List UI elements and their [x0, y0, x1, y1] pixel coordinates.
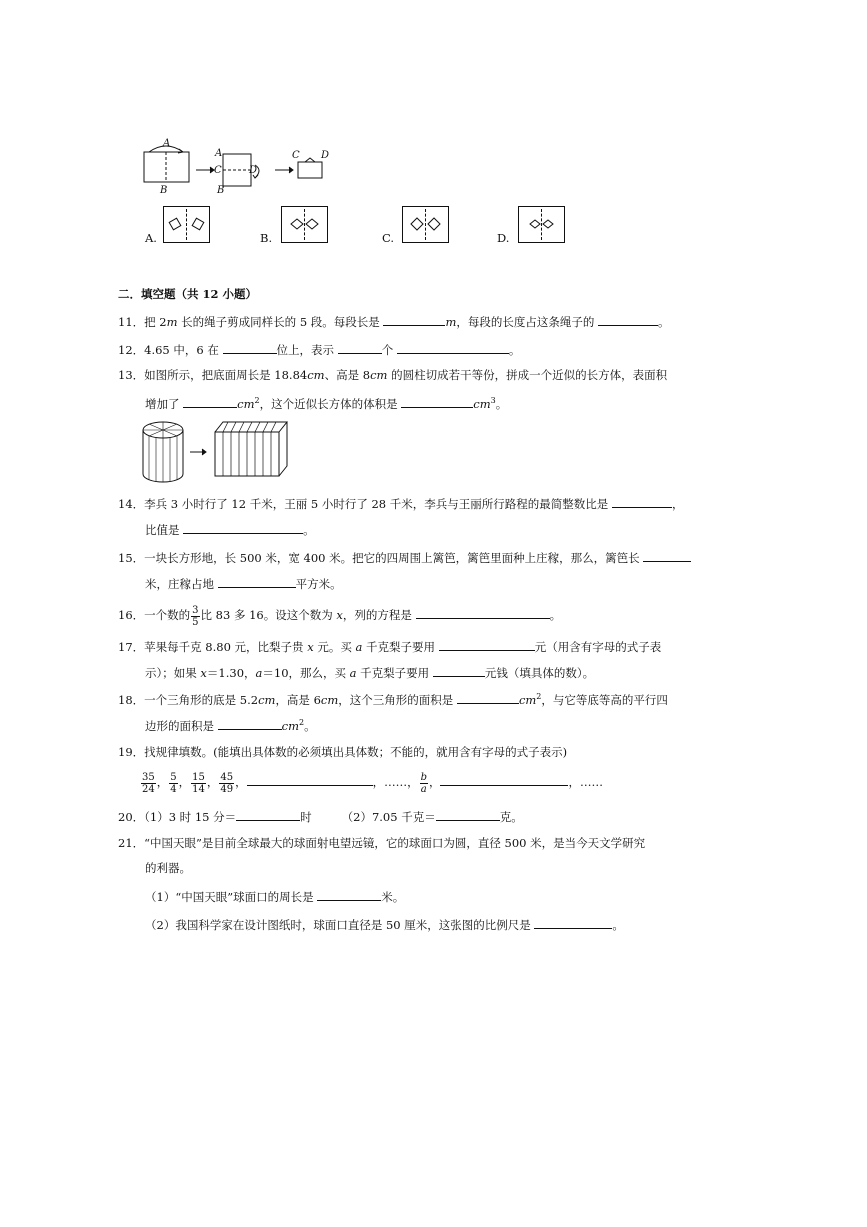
cylinder-to-cuboid-figure — [140, 418, 300, 486]
question-19-line1: 19．找规律填数。(能填出具体数的必须填出具体数；不能的，就用含有字母的式子表示) — [118, 745, 568, 759]
label-b2: B — [217, 185, 225, 196]
question-17-line1: 17．苹果每千克 8.80 元，比梨子贵 x 元。买 a 千克梨子要用 元（用含有字母的式子表 — [118, 640, 662, 654]
question-15-line2: 米，庄稼占地 平方米。 — [145, 577, 342, 591]
label-a2: A — [215, 148, 223, 159]
label-d3: D — [321, 150, 330, 161]
label-b1: B — [160, 185, 168, 196]
question-18-line1: 18．一个三角形的底是 5.2cm，高是 6cm，这个三角形的面积是 $cm^2$，与它等底等高的平行四 — [118, 692, 668, 707]
question-11: 11．把 2m 长的绳子剪成同样长的 5 段。每段长是 m，每段的长度占这条绳子的 。 — [118, 315, 670, 329]
question-13-line1: 13．如图所示，把底面周长是 18.84cm、高是 8cm 的圆柱切成若干等份，拼成一个近似的长方体，表面积 — [118, 368, 668, 382]
option-b-figure — [281, 206, 328, 243]
question-15-line1: 15．一块长方形地，长 500 米，宽 400 米。把它的四周围上篱笆，篱笆里面种上庄稼，那么，篱笆长 — [118, 549, 691, 566]
question-12: 12．4.65 中，6 在 位上，表示 个 。 — [118, 343, 521, 357]
fraction-3-5: $\frac{3}{5}$ — [192, 604, 199, 628]
section-title: 二．填空题（共 12 小题） — [118, 287, 258, 301]
question-17-line2: 示）；如果 x＝1.30，a＝10，那么，买 a 千克梨子要用 元钱（填具体的数）。 — [145, 666, 595, 680]
option-b-label: B. — [260, 231, 273, 245]
question-21-line2: 的利器。 — [145, 861, 191, 875]
option-d-figure — [518, 206, 565, 243]
label-a1: A — [163, 138, 171, 149]
option-d-label: D. — [497, 231, 510, 245]
paper-quarter — [298, 162, 322, 178]
option-c-label: C. — [382, 231, 395, 245]
question-21-part2: （2）我国科学家在设计图纸时，球面口直径是 50 厘米，这张图的比例尺是 。 — [145, 918, 624, 932]
option-a-figure — [163, 206, 210, 243]
question-13-line2: 增加了 $cm^2$，这个近似长方体的体积是 $cm^3$。 — [145, 396, 508, 411]
question-21-part1: （1）“中国天眼”球面口的周长是 米。 — [145, 890, 405, 904]
question-20: 20．（1）3 时 15 分＝ 时 （2）7.05 千克＝ 克。 — [118, 810, 523, 824]
label-c2: C — [214, 165, 222, 176]
label-d2: D — [249, 165, 258, 176]
question-19-sequence: $\frac{35}{24}$ ， $\frac{5}{4}$ ， $\frac{15}{14}$ ， $\frac{45}{49}$ ， ，……， $\frac{b}{a}$ ， ，…… — [142, 771, 603, 795]
option-c-figure — [402, 206, 449, 243]
question-18-line2: 边形的面积是 $cm^2$。 — [145, 718, 316, 733]
question-16: 16．一个数的 $\frac{3}{5}$ 比 83 多 16。设这个数为 x，列的方程是 。 — [118, 604, 562, 628]
question-14-line1: 14．李兵 3 小时行了 12 千米，王丽 5 小时行了 28 千米，李兵与王丽所行路程的最简整数比是 ， — [118, 497, 684, 511]
question-14-line2: 比值是 。 — [145, 523, 315, 537]
question-21-line1: 21．“中国天眼”是目前全球最大的球面射电望远镜，它的球面口为圆，直径 500 米，是当今天文学研究 — [118, 836, 646, 850]
option-a-label: A. — [145, 231, 157, 245]
label-c3: C — [292, 150, 300, 161]
paper-half — [223, 154, 251, 186]
